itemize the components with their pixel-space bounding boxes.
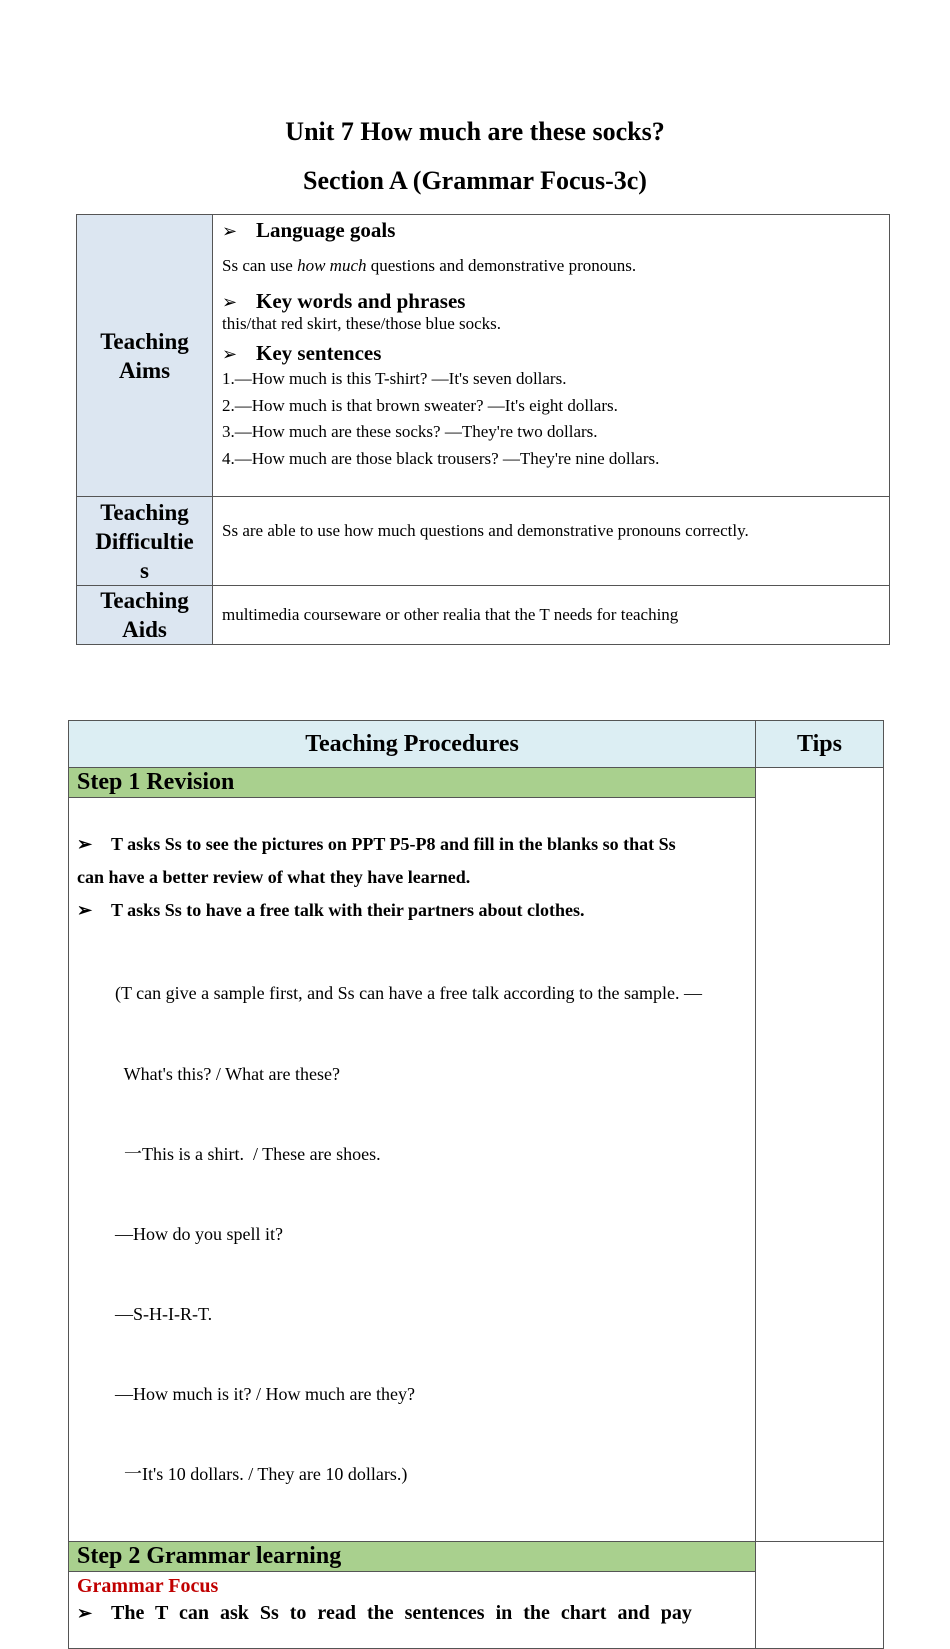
label-line: s bbox=[140, 557, 149, 583]
teaching-aims-label bbox=[77, 215, 213, 497]
teaching-difficulties-row bbox=[77, 497, 890, 586]
label-line: Aids bbox=[122, 617, 167, 642]
step1-title: Step 1 Revision bbox=[69, 768, 756, 798]
key-sentence: 3.—How much are these socks? —They're two dollars. bbox=[222, 422, 598, 441]
dialogue-line: 一It's 10 dollars. / They are 10 dollars.) bbox=[115, 1464, 408, 1485]
label-line: Difficultie bbox=[95, 528, 194, 554]
text-part: Ss can use bbox=[222, 256, 298, 275]
arrow-bullet-icon: ➢ bbox=[77, 900, 93, 920]
bullet-text: T asks Ss to have a free talk with their partners about clothes. bbox=[111, 900, 585, 920]
teaching-aims-table bbox=[76, 214, 890, 645]
procedures-header: Teaching Procedures bbox=[69, 721, 756, 768]
dialogue-line: —How do you spell it? bbox=[115, 1223, 283, 1244]
text-part: questions and demonstrative pronouns. bbox=[366, 256, 637, 275]
heading-text: Language goals bbox=[256, 218, 396, 242]
page-subtitle: Section A (Grammar Focus-3c) bbox=[303, 166, 647, 195]
page-title: Unit 7 How much are these socks? bbox=[285, 117, 665, 146]
bullet-text: The T can ask Ss to read the sentences in the chart and pay bbox=[111, 1602, 692, 1625]
step1-bullet2 bbox=[77, 894, 747, 927]
language-goals-text bbox=[222, 243, 889, 288]
key-words-text: this/that red skirt, these/those blue socks. bbox=[222, 314, 502, 333]
step1-bullet1 bbox=[77, 828, 747, 861]
label-line: Teaching bbox=[100, 499, 189, 525]
step1-title-row bbox=[69, 768, 884, 798]
key-sentence: 4.—How much are those black trousers? —They're nine dollars. bbox=[222, 448, 660, 468]
arrow-bullet-icon: ➢ bbox=[222, 221, 238, 241]
teaching-aims-row bbox=[77, 215, 890, 497]
italic-text: how much bbox=[297, 256, 367, 275]
teaching-aims-content bbox=[213, 215, 890, 497]
arrow-bullet-icon: ➢ bbox=[222, 292, 238, 312]
arrow-bullet-icon: ➢ bbox=[77, 1603, 93, 1624]
teaching-aids-text: multimedia courseware or other realia that the T needs for teaching bbox=[213, 586, 890, 645]
key-sentence: 2.—How much is that brown sweater? —It's eight dollars. bbox=[222, 395, 618, 415]
step2-title: Step 2 Grammar learning bbox=[69, 1542, 756, 1572]
step1-bullet1-cont: can have a better review of what they have learned. bbox=[77, 867, 471, 887]
step2-bullet1 bbox=[77, 1600, 747, 1626]
step1-tips-cell bbox=[756, 768, 884, 1542]
dialogue-line: What's this? / What are these? bbox=[115, 1063, 340, 1084]
key-sentence: 1.—How much is this T-shirt? —It's seven dollars. bbox=[222, 369, 567, 388]
teaching-difficulties-label bbox=[77, 497, 213, 586]
arrow-bullet-icon: ➢ bbox=[77, 834, 93, 854]
tips-header: Tips bbox=[756, 721, 884, 768]
teaching-procedures-table bbox=[68, 720, 884, 1649]
label-line: Teaching bbox=[100, 328, 189, 354]
dialogue-line: —S-H-I-R-T. bbox=[115, 1303, 213, 1324]
label-line: Aims bbox=[118, 357, 171, 383]
teaching-aids-label bbox=[77, 586, 213, 645]
label-line: Teaching bbox=[100, 588, 189, 613]
bullet-text: T asks Ss to see the pictures on PPT P5-P8 and fill in the blanks so that Ss bbox=[111, 834, 676, 854]
dialogue-line: —How much is it? / How much are they? bbox=[115, 1383, 415, 1404]
procedures-header-row bbox=[69, 721, 884, 768]
teaching-aids-row bbox=[77, 586, 890, 645]
step2-title-row bbox=[69, 1542, 884, 1572]
grammar-focus-label: Grammar Focus bbox=[77, 1575, 219, 1598]
step1-dialogue bbox=[77, 927, 747, 1541]
dialogue-line: 一This is a shirt. / These are shoes. bbox=[115, 1143, 381, 1164]
step1-body bbox=[69, 798, 756, 1542]
key-sentences-heading bbox=[222, 340, 889, 366]
heading-text: Key words and phrases bbox=[256, 289, 466, 313]
key-words-heading bbox=[222, 288, 889, 314]
arrow-bullet-icon: ➢ bbox=[222, 344, 238, 364]
language-goals-heading bbox=[222, 217, 889, 243]
key-sentences-list bbox=[222, 366, 889, 472]
step2-body bbox=[69, 1572, 756, 1649]
step2-tips-cell bbox=[756, 1542, 884, 1649]
teaching-difficulties-text: Ss are able to use how much questions and demonstrative pronouns correctly. bbox=[213, 497, 890, 586]
dialogue-line: (T can give a sample first, and Ss can have a free talk according to the sample. — bbox=[115, 983, 702, 1004]
heading-text: Key sentences bbox=[256, 341, 382, 365]
